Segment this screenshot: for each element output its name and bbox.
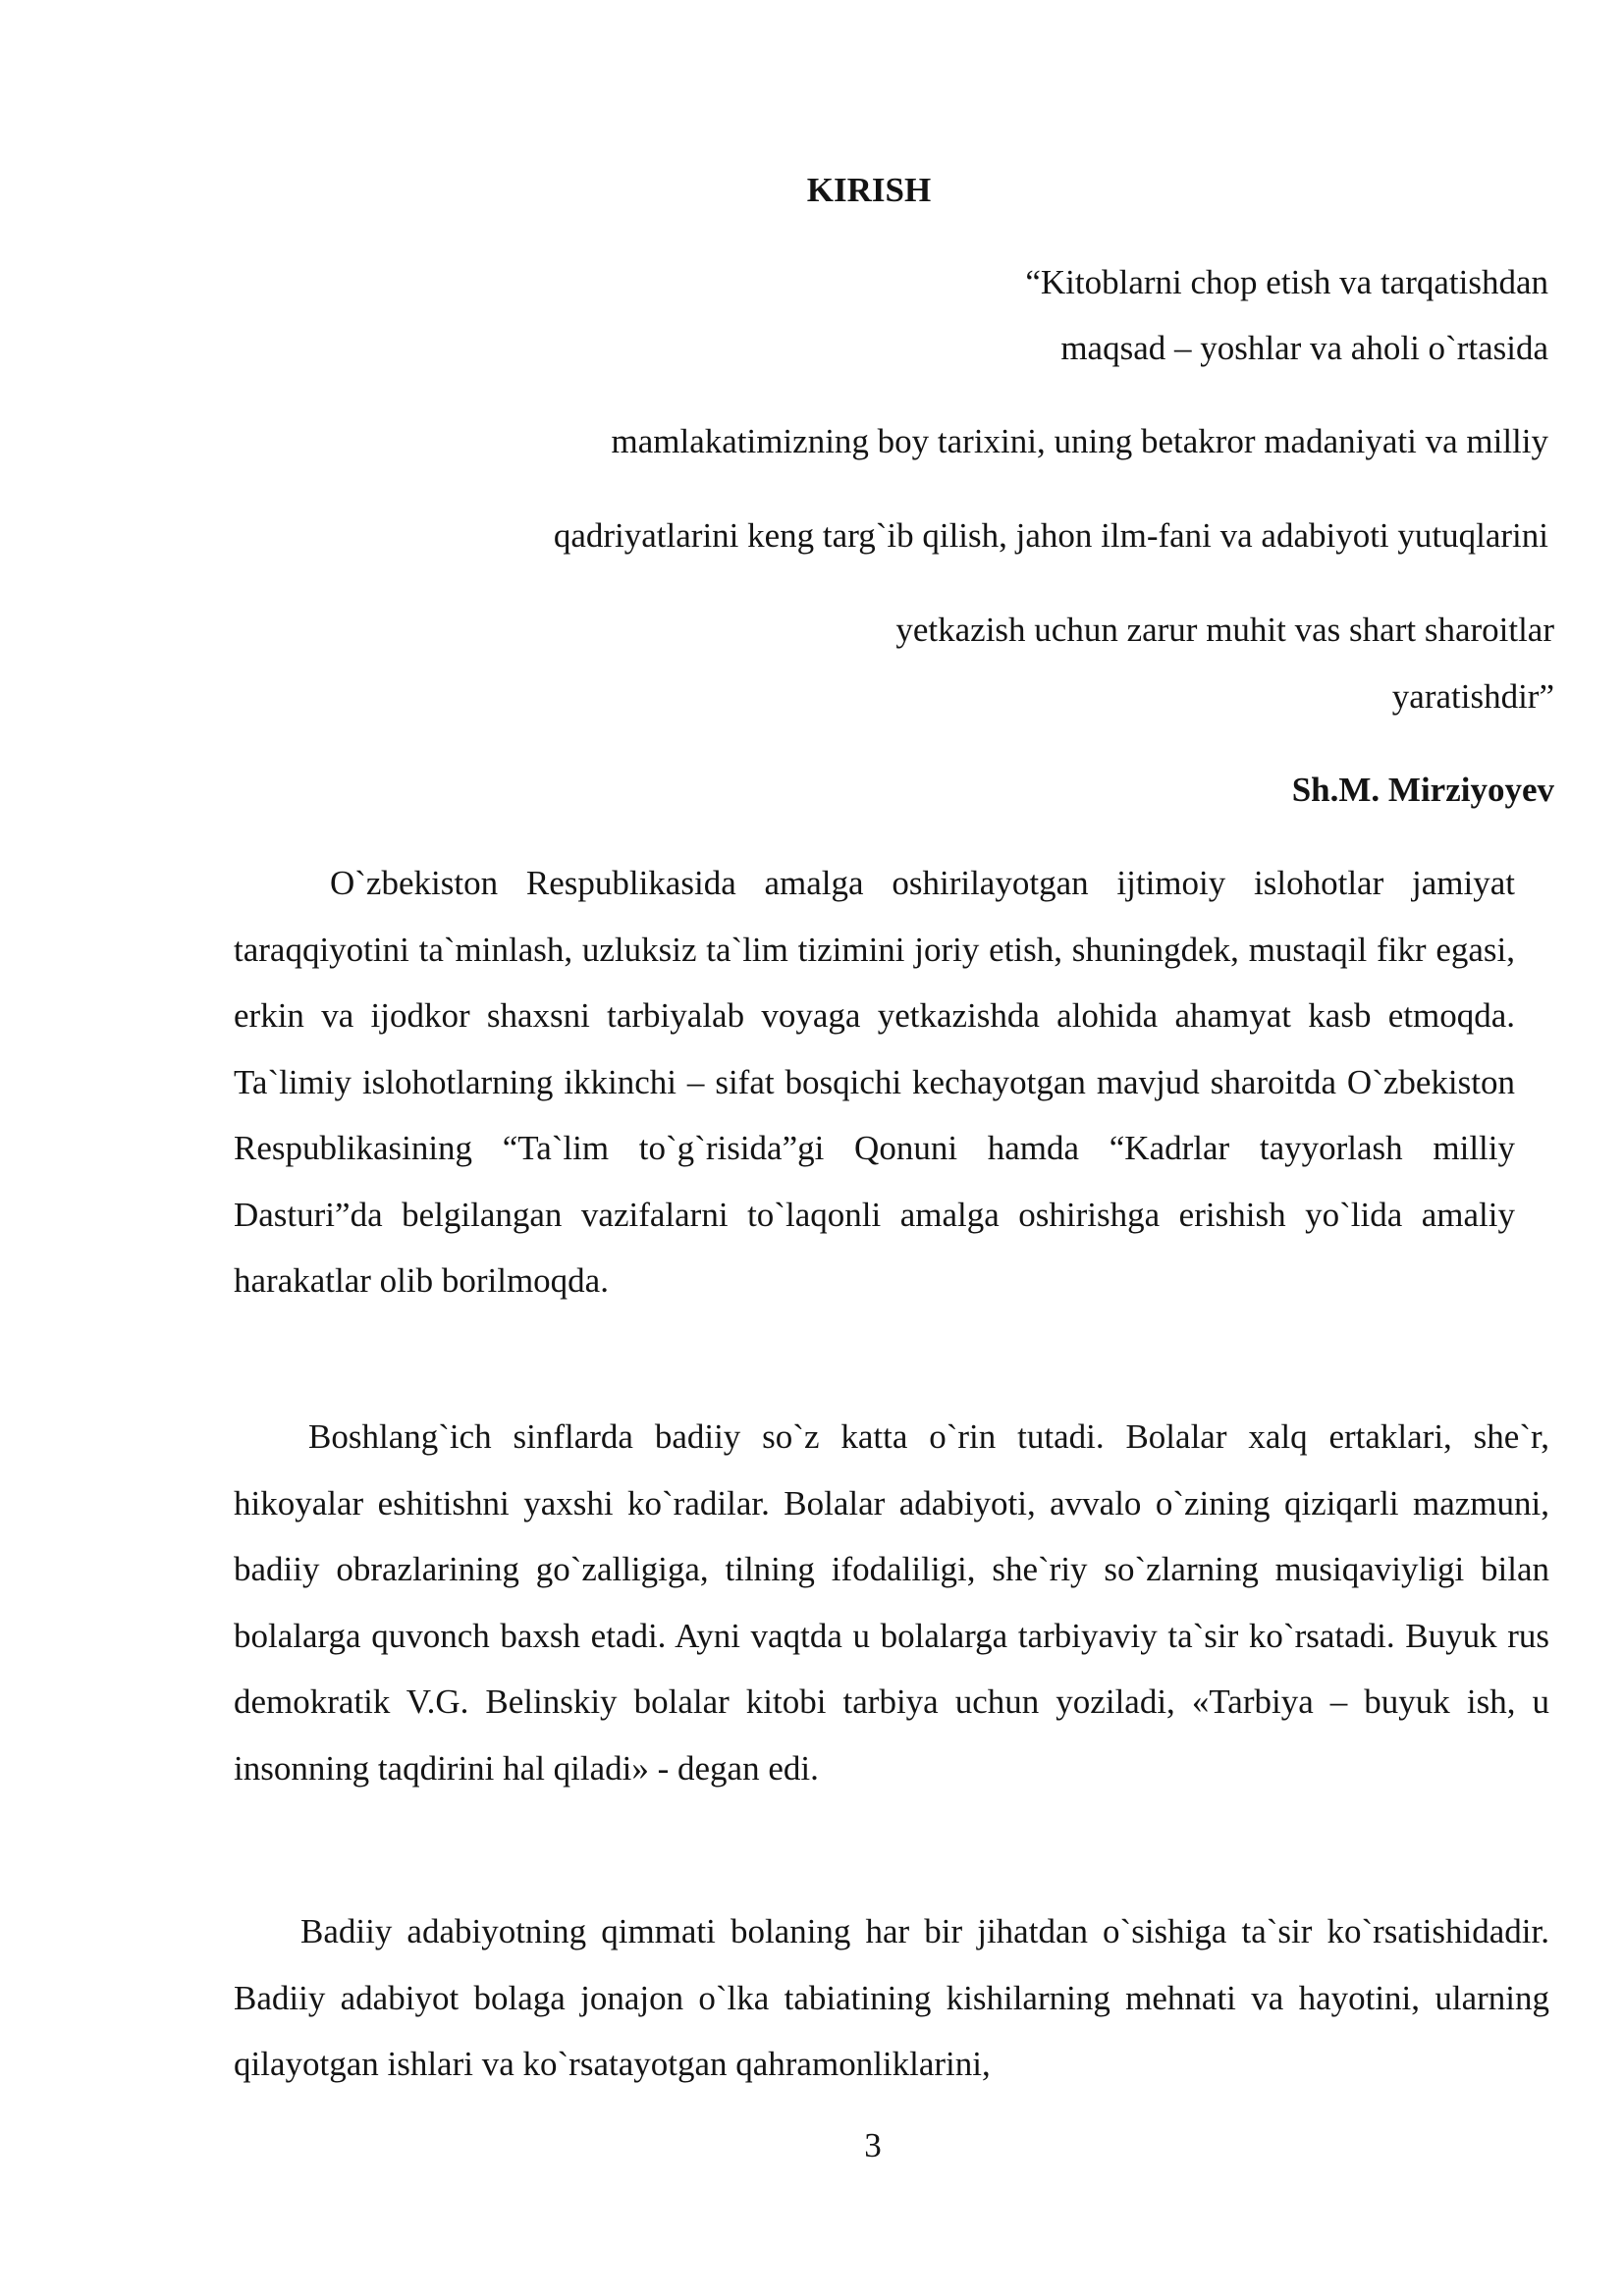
epigraph-line: yaratishdir” — [1391, 677, 1554, 716]
paragraph-2: Boshlang`ich sinflarda badiiy so`z katta o`rin tutadi. Bolalar xalq ertaklari, she`r, hikoyalar eshitishni yaxshi ko`radilar. Bolalar adabiyoti, avvalo o`zining qiziqarli mazmuni, badiiy obrazlarining go`zalligiga, tilning ifodaliligi, she`riy so`zlarning musiqaviyligi bilan bolalarga quvonch baxsh etadi. Ayni vaqtda u bolalarga tarbiyaviy ta`sir ko`rsatadi. Buyuk rus demokratik V.G. Belinskiy bolalar kitobi tarbiya uchun yoziladi, «Tarbiya – buyuk ish, u insonning taqdirini hal qiladi» - degan edi. — [234, 1417, 1549, 1788]
section-title: KIRISH — [806, 171, 932, 209]
paragraph-1: O`zbekiston Respublikasida amalga oshirilayotgan ijtimoiy islohotlar jamiyat taraqqiyotini ta`minlash, uzluksiz ta`lim tizimini joriy etish, shuningdek, mustaqil fikr egasi, erkin va ijodkor shaxsni tarbiyalab voyaga yetkazishda alohida ahamyat kasb etmoqda. Ta`limiy islohotlarning ikkinchi – sifat bosqichi kechayotgan mavjud sharoitda O`zbekiston Respublikasining “Ta`lim to`g`risida”gi Qonuni hamda “Kadrlar tayyorlash milliy Dasturi”da belgilangan vazifalarni to`laqonli amalga oshirishga erishish yo`lida amaliy harakatlar olib borilmoqda. — [234, 864, 1515, 1300]
paragraph-3: Badiiy adabiyotning qimmati bolaning har bir jihatdan o`sishiga ta`sir ko`rsatishidadir. Badiiy adabiyot bolaga jonajon o`lka tabiatining kishilarning mehnati va hayotini, ularning qilayotgan ishlari va ko`rsatayotgan qahramonliklarini, — [234, 1912, 1549, 2083]
epigraph-line: qadriyatlarini keng targ`ib qilish, jahon ilm-fani va adabiyoti yutuqlarini — [553, 516, 1548, 555]
epigraph-line: yetkazish uchun zarur muhit vas shart sharoitlar — [895, 611, 1554, 649]
page-number: 3 — [864, 2126, 882, 2164]
epigraph-line: maqsad – yoshlar va aholi o`rtasida — [1060, 329, 1548, 367]
epigraph-line: “Kitoblarni chop etish va tarqatishdan — [1025, 263, 1548, 301]
epigraph-line: mamlakatimizning boy tarixini, uning betakror madaniyati va milliy — [611, 422, 1548, 460]
epigraph-author: Sh.M. Mirziyoyev — [1291, 771, 1554, 809]
